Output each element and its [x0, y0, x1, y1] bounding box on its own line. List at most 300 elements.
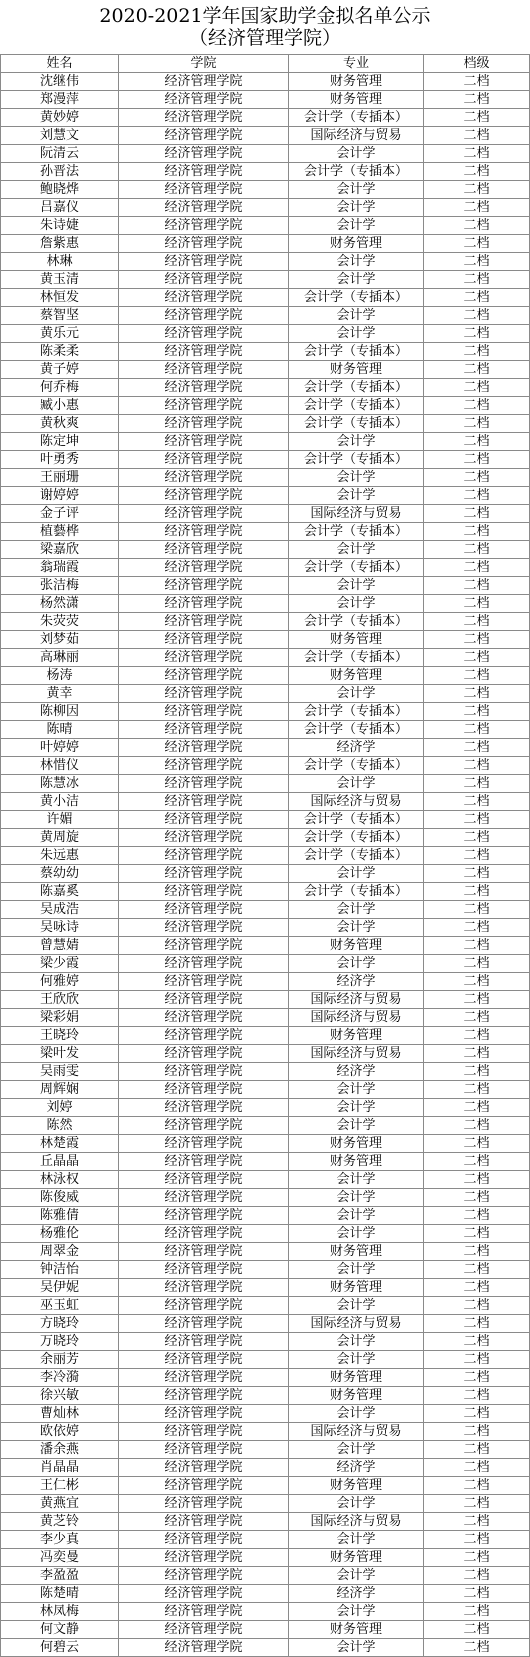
cell-level: 二档	[424, 199, 530, 217]
table-row	[1, 1333, 530, 1351]
cell-college: 经济管理学院	[119, 163, 289, 181]
table-row	[1, 505, 530, 523]
cell-name: 刘慧文	[1, 127, 119, 145]
cell-major: 会计学	[289, 901, 424, 919]
table-row	[1, 235, 530, 253]
cell-college: 经济管理学院	[119, 955, 289, 973]
cell-level: 二档	[424, 505, 530, 523]
cell-college: 经济管理学院	[119, 271, 289, 289]
table-row	[1, 739, 530, 757]
table-row	[1, 145, 530, 163]
cell-college: 经济管理学院	[119, 865, 289, 883]
cell-level: 二档	[424, 739, 530, 757]
cell-college: 经济管理学院	[119, 1351, 289, 1369]
cell-major: 国际经济与贸易	[289, 1009, 424, 1027]
cell-level: 二档	[424, 1495, 530, 1513]
cell-college: 经济管理学院	[119, 1207, 289, 1225]
cell-name: 梁叶发	[1, 1045, 119, 1063]
cell-major: 国际经济与贸易	[289, 1423, 424, 1441]
cell-name: 杨雅伦	[1, 1225, 119, 1243]
cell-major: 会计学	[289, 271, 424, 289]
table-row	[1, 451, 530, 469]
table-row	[1, 1135, 530, 1153]
cell-major: 会计学	[289, 1531, 424, 1549]
cell-level: 二档	[424, 1531, 530, 1549]
cell-college: 经济管理学院	[119, 379, 289, 397]
table-row	[1, 1495, 530, 1513]
cell-major: 会计学	[289, 1189, 424, 1207]
document-title: 2020-2021学年国家助学金拟名单公示	[99, 5, 431, 27]
cell-level: 二档	[424, 1549, 530, 1567]
cell-college: 经济管理学院	[119, 1117, 289, 1135]
cell-college: 经济管理学院	[119, 685, 289, 703]
cell-college: 经济管理学院	[119, 1387, 289, 1405]
table-row	[1, 1549, 530, 1567]
cell-name: 梁少霞	[1, 955, 119, 973]
cell-college: 经济管理学院	[119, 1603, 289, 1621]
cell-name: 何雅婷	[1, 973, 119, 991]
cell-name: 吴咏诗	[1, 919, 119, 937]
cell-major: 会计学	[289, 1639, 424, 1657]
cell-college: 经济管理学院	[119, 649, 289, 667]
cell-major: 会计学	[289, 199, 424, 217]
cell-major: 会计学（专插本）	[289, 721, 424, 739]
cell-level: 二档	[424, 253, 530, 271]
cell-major: 会计学	[289, 775, 424, 793]
cell-major: 国际经济与贸易	[289, 1045, 424, 1063]
cell-name: 刘梦茹	[1, 631, 119, 649]
table-row	[1, 1477, 530, 1495]
table-row	[1, 1207, 530, 1225]
cell-major: 财务管理	[289, 1477, 424, 1495]
cell-college: 经济管理学院	[119, 1189, 289, 1207]
cell-major: 会计学	[289, 325, 424, 343]
table-row	[1, 1459, 530, 1477]
cell-major: 会计学	[289, 541, 424, 559]
cell-college: 经济管理学院	[119, 721, 289, 739]
cell-college: 经济管理学院	[119, 1333, 289, 1351]
table-row	[1, 361, 530, 379]
table-row	[1, 307, 530, 325]
cell-level: 二档	[424, 595, 530, 613]
table-row	[1, 379, 530, 397]
cell-name: 陈雅倩	[1, 1207, 119, 1225]
cell-name: 叶勇秀	[1, 451, 119, 469]
cell-level: 二档	[424, 1441, 530, 1459]
cell-major: 国际经济与贸易	[289, 127, 424, 145]
cell-major: 会计学	[289, 955, 424, 973]
cell-level: 二档	[424, 919, 530, 937]
cell-level: 二档	[424, 1099, 530, 1117]
table-row	[1, 559, 530, 577]
cell-college: 经济管理学院	[119, 1225, 289, 1243]
cell-name: 张洁梅	[1, 577, 119, 595]
table-row	[1, 919, 530, 937]
cell-level: 二档	[424, 1171, 530, 1189]
cell-major: 会计学	[289, 1099, 424, 1117]
cell-college: 经济管理学院	[119, 1495, 289, 1513]
table-row	[1, 271, 530, 289]
cell-level: 二档	[424, 1117, 530, 1135]
cell-name: 徐兴敏	[1, 1387, 119, 1405]
cell-level: 二档	[424, 1567, 530, 1585]
cell-name: 冯奕曼	[1, 1549, 119, 1567]
cell-level: 二档	[424, 847, 530, 865]
cell-college: 经济管理学院	[119, 1045, 289, 1063]
cell-major: 会计学	[289, 577, 424, 595]
cell-level: 二档	[424, 1603, 530, 1621]
table-row	[1, 127, 530, 145]
cell-level: 二档	[424, 1621, 530, 1639]
cell-major: 会计学	[289, 1405, 424, 1423]
cell-major: 会计学（专插本）	[289, 397, 424, 415]
cell-name: 曾慧婧	[1, 937, 119, 955]
cell-college: 经济管理学院	[119, 397, 289, 415]
cell-level: 二档	[424, 1297, 530, 1315]
table-row	[1, 1261, 530, 1279]
cell-level: 二档	[424, 685, 530, 703]
cell-college: 经济管理学院	[119, 1405, 289, 1423]
cell-college: 经济管理学院	[119, 1477, 289, 1495]
cell-college: 经济管理学院	[119, 181, 289, 199]
table-row	[1, 1351, 530, 1369]
table-row	[1, 721, 530, 739]
cell-major: 会计学	[289, 1603, 424, 1621]
cell-level: 二档	[424, 1585, 530, 1603]
table-row	[1, 631, 530, 649]
table-row	[1, 685, 530, 703]
cell-level: 二档	[424, 811, 530, 829]
cell-major: 会计学	[289, 595, 424, 613]
document-subtitle: （经济管理学院）	[188, 27, 341, 49]
cell-name: 方晓玲	[1, 1315, 119, 1333]
cell-college: 经济管理学院	[119, 253, 289, 271]
cell-level: 二档	[424, 1315, 530, 1333]
cell-name: 李冷漪	[1, 1369, 119, 1387]
table-row	[1, 829, 530, 847]
cell-major: 会计学	[289, 865, 424, 883]
cell-name: 谢婷婷	[1, 487, 119, 505]
cell-level: 二档	[424, 1243, 530, 1261]
table-row	[1, 1279, 530, 1297]
cell-level: 二档	[424, 1225, 530, 1243]
table-row	[1, 775, 530, 793]
cell-major: 会计学（专插本）	[289, 703, 424, 721]
cell-major: 财务管理	[289, 667, 424, 685]
cell-college: 经济管理学院	[119, 361, 289, 379]
cell-major: 经济学	[289, 1459, 424, 1477]
table-row	[1, 1387, 530, 1405]
cell-level: 二档	[424, 1135, 530, 1153]
table-row	[1, 1513, 530, 1531]
cell-major: 财务管理	[289, 1027, 424, 1045]
table-row	[1, 469, 530, 487]
cell-name: 万晓玲	[1, 1333, 119, 1351]
table-row	[1, 1423, 530, 1441]
cell-level: 二档	[424, 1189, 530, 1207]
cell-college: 经济管理学院	[119, 577, 289, 595]
cell-college: 经济管理学院	[119, 559, 289, 577]
cell-name: 黄妙婷	[1, 109, 119, 127]
table-row	[1, 757, 530, 775]
cell-major: 会计学（专插本）	[289, 883, 424, 901]
cell-college: 经济管理学院	[119, 1153, 289, 1171]
cell-major: 会计学（专插本）	[289, 289, 424, 307]
table-row	[1, 667, 530, 685]
table-row	[1, 487, 530, 505]
cell-name: 阮清云	[1, 145, 119, 163]
table-row	[1, 325, 530, 343]
cell-major: 会计学（专插本）	[289, 829, 424, 847]
cell-level: 二档	[424, 1423, 530, 1441]
cell-college: 经济管理学院	[119, 235, 289, 253]
table-header-row	[1, 55, 530, 73]
cell-college: 经济管理学院	[119, 343, 289, 361]
cell-name: 黄乐元	[1, 325, 119, 343]
cell-major: 会计学	[289, 469, 424, 487]
cell-level: 二档	[424, 451, 530, 469]
cell-major: 会计学（专插本）	[289, 163, 424, 181]
cell-level: 二档	[424, 1333, 530, 1351]
cell-name: 郑漫萍	[1, 91, 119, 109]
cell-college: 经济管理学院	[119, 217, 289, 235]
cell-name: 植藝桦	[1, 523, 119, 541]
cell-major: 会计学	[289, 1441, 424, 1459]
cell-level: 二档	[424, 667, 530, 685]
cell-major: 会计学	[289, 1207, 424, 1225]
cell-college: 经济管理学院	[119, 523, 289, 541]
cell-name: 欧依婷	[1, 1423, 119, 1441]
cell-college: 经济管理学院	[119, 1369, 289, 1387]
cell-major: 财务管理	[289, 631, 424, 649]
cell-major: 财务管理	[289, 73, 424, 91]
cell-name: 刘婷	[1, 1099, 119, 1117]
cell-name: 叶婷婷	[1, 739, 119, 757]
cell-college: 经济管理学院	[119, 415, 289, 433]
cell-major: 会计学（专插本）	[289, 109, 424, 127]
cell-name: 肖晶晶	[1, 1459, 119, 1477]
cell-major: 会计学	[289, 1225, 424, 1243]
cell-level: 二档	[424, 217, 530, 235]
column-header-level: 档级	[424, 55, 530, 73]
table-row	[1, 1099, 530, 1117]
cell-major: 会计学（专插本）	[289, 811, 424, 829]
table-row	[1, 1315, 530, 1333]
cell-college: 经济管理学院	[119, 1315, 289, 1333]
cell-name: 何碧云	[1, 1639, 119, 1657]
cell-major: 经济学	[289, 973, 424, 991]
cell-name: 林恒发	[1, 289, 119, 307]
cell-level: 二档	[424, 397, 530, 415]
cell-name: 王仁彬	[1, 1477, 119, 1495]
table-row	[1, 181, 530, 199]
cell-level: 二档	[424, 343, 530, 361]
cell-name: 王晓玲	[1, 1027, 119, 1045]
cell-major: 会计学	[289, 1567, 424, 1585]
cell-college: 经济管理学院	[119, 1639, 289, 1657]
cell-name: 陈柔柔	[1, 343, 119, 361]
table-row	[1, 973, 530, 991]
cell-name: 蔡智坚	[1, 307, 119, 325]
cell-college: 经济管理学院	[119, 1441, 289, 1459]
cell-name: 吴成浩	[1, 901, 119, 919]
cell-name: 林惜仪	[1, 757, 119, 775]
table-row	[1, 1531, 530, 1549]
cell-name: 陈然	[1, 1117, 119, 1135]
cell-name: 翁瑞霞	[1, 559, 119, 577]
cell-level: 二档	[424, 1153, 530, 1171]
table-row	[1, 1441, 530, 1459]
cell-college: 经济管理学院	[119, 919, 289, 937]
cell-college: 经济管理学院	[119, 199, 289, 217]
cell-college: 经济管理学院	[119, 703, 289, 721]
cell-college: 经济管理学院	[119, 1261, 289, 1279]
cell-name: 李少真	[1, 1531, 119, 1549]
cell-level: 二档	[424, 433, 530, 451]
table-row	[1, 541, 530, 559]
cell-name: 陈晴	[1, 721, 119, 739]
cell-college: 经济管理学院	[119, 127, 289, 145]
cell-college: 经济管理学院	[119, 307, 289, 325]
table-row	[1, 577, 530, 595]
cell-college: 经济管理学院	[119, 1081, 289, 1099]
cell-college: 经济管理学院	[119, 1135, 289, 1153]
table-row	[1, 1603, 530, 1621]
cell-major: 会计学	[289, 1117, 424, 1135]
cell-level: 二档	[424, 559, 530, 577]
table-row	[1, 847, 530, 865]
cell-level: 二档	[424, 883, 530, 901]
cell-major: 会计学	[289, 1495, 424, 1513]
cell-college: 经济管理学院	[119, 487, 289, 505]
cell-level: 二档	[424, 91, 530, 109]
table-row	[1, 217, 530, 235]
cell-level: 二档	[424, 1459, 530, 1477]
cell-name: 杨涛	[1, 667, 119, 685]
table-row	[1, 865, 530, 883]
cell-name: 王丽珊	[1, 469, 119, 487]
cell-level: 二档	[424, 1009, 530, 1027]
cell-college: 经济管理学院	[119, 1531, 289, 1549]
cell-level: 二档	[424, 523, 530, 541]
cell-college: 经济管理学院	[119, 1459, 289, 1477]
table-row	[1, 199, 530, 217]
cell-college: 经济管理学院	[119, 757, 289, 775]
cell-name: 黄玉清	[1, 271, 119, 289]
cell-name: 曹灿林	[1, 1405, 119, 1423]
cell-level: 二档	[424, 145, 530, 163]
cell-name: 周翠金	[1, 1243, 119, 1261]
cell-name: 林凤梅	[1, 1603, 119, 1621]
cell-college: 经济管理学院	[119, 1099, 289, 1117]
cell-level: 二档	[424, 379, 530, 397]
cell-college: 经济管理学院	[119, 1621, 289, 1639]
cell-name: 林楚霞	[1, 1135, 119, 1153]
cell-name: 巫玉虹	[1, 1297, 119, 1315]
cell-level: 二档	[424, 1405, 530, 1423]
cell-college: 经济管理学院	[119, 1567, 289, 1585]
cell-name: 陈定坤	[1, 433, 119, 451]
table-row	[1, 1369, 530, 1387]
cell-major: 国际经济与贸易	[289, 505, 424, 523]
cell-level: 二档	[424, 1369, 530, 1387]
cell-level: 二档	[424, 325, 530, 343]
cell-level: 二档	[424, 901, 530, 919]
cell-name: 陈慧冰	[1, 775, 119, 793]
cell-major: 国际经济与贸易	[289, 991, 424, 1009]
cell-college: 经济管理学院	[119, 1009, 289, 1027]
cell-name: 陈俊威	[1, 1189, 119, 1207]
table-row	[1, 937, 530, 955]
cell-level: 二档	[424, 271, 530, 289]
cell-name: 孙晋法	[1, 163, 119, 181]
column-header-name: 姓名	[1, 55, 119, 73]
cell-major: 会计学	[289, 1171, 424, 1189]
cell-level: 二档	[424, 1351, 530, 1369]
cell-college: 经济管理学院	[119, 505, 289, 523]
cell-major: 财务管理	[289, 1621, 424, 1639]
cell-name: 黄幸	[1, 685, 119, 703]
cell-name: 陈嘉奚	[1, 883, 119, 901]
cell-level: 二档	[424, 1477, 530, 1495]
table-row	[1, 1009, 530, 1027]
table-row	[1, 991, 530, 1009]
cell-major: 经济学	[289, 739, 424, 757]
cell-college: 经济管理学院	[119, 91, 289, 109]
cell-name: 沈继伟	[1, 73, 119, 91]
cell-major: 会计学（专插本）	[289, 649, 424, 667]
cell-major: 会计学（专插本）	[289, 757, 424, 775]
cell-name: 林琳	[1, 253, 119, 271]
cell-major: 财务管理	[289, 1243, 424, 1261]
cell-level: 二档	[424, 973, 530, 991]
cell-name: 臧小惠	[1, 397, 119, 415]
table-row	[1, 703, 530, 721]
cell-major: 国际经济与贸易	[289, 1315, 424, 1333]
cell-college: 经济管理学院	[119, 595, 289, 613]
table-row	[1, 1297, 530, 1315]
cell-name: 高琳丽	[1, 649, 119, 667]
cell-level: 二档	[424, 127, 530, 145]
cell-major: 会计学	[289, 433, 424, 451]
table-row	[1, 595, 530, 613]
table-row	[1, 433, 530, 451]
cell-college: 经济管理学院	[119, 847, 289, 865]
cell-major: 经济学	[289, 1063, 424, 1081]
table-row	[1, 289, 530, 307]
table-row	[1, 415, 530, 433]
cell-level: 二档	[424, 415, 530, 433]
cell-major: 财务管理	[289, 1135, 424, 1153]
cell-level: 二档	[424, 631, 530, 649]
table-row	[1, 1225, 530, 1243]
table-row	[1, 1027, 530, 1045]
cell-name: 吕嘉仪	[1, 199, 119, 217]
cell-college: 经济管理学院	[119, 73, 289, 91]
table-row	[1, 1189, 530, 1207]
table-row	[1, 1081, 530, 1099]
cell-major: 会计学（专插本）	[289, 523, 424, 541]
cell-major: 会计学（专插本）	[289, 451, 424, 469]
table-row	[1, 1063, 530, 1081]
cell-major: 财务管理	[289, 1549, 424, 1567]
cell-name: 金子评	[1, 505, 119, 523]
cell-name: 蔡幼幼	[1, 865, 119, 883]
cell-major: 财务管理	[289, 937, 424, 955]
cell-major: 财务管理	[289, 1279, 424, 1297]
cell-name: 吴雨雯	[1, 1063, 119, 1081]
table-row	[1, 163, 530, 181]
